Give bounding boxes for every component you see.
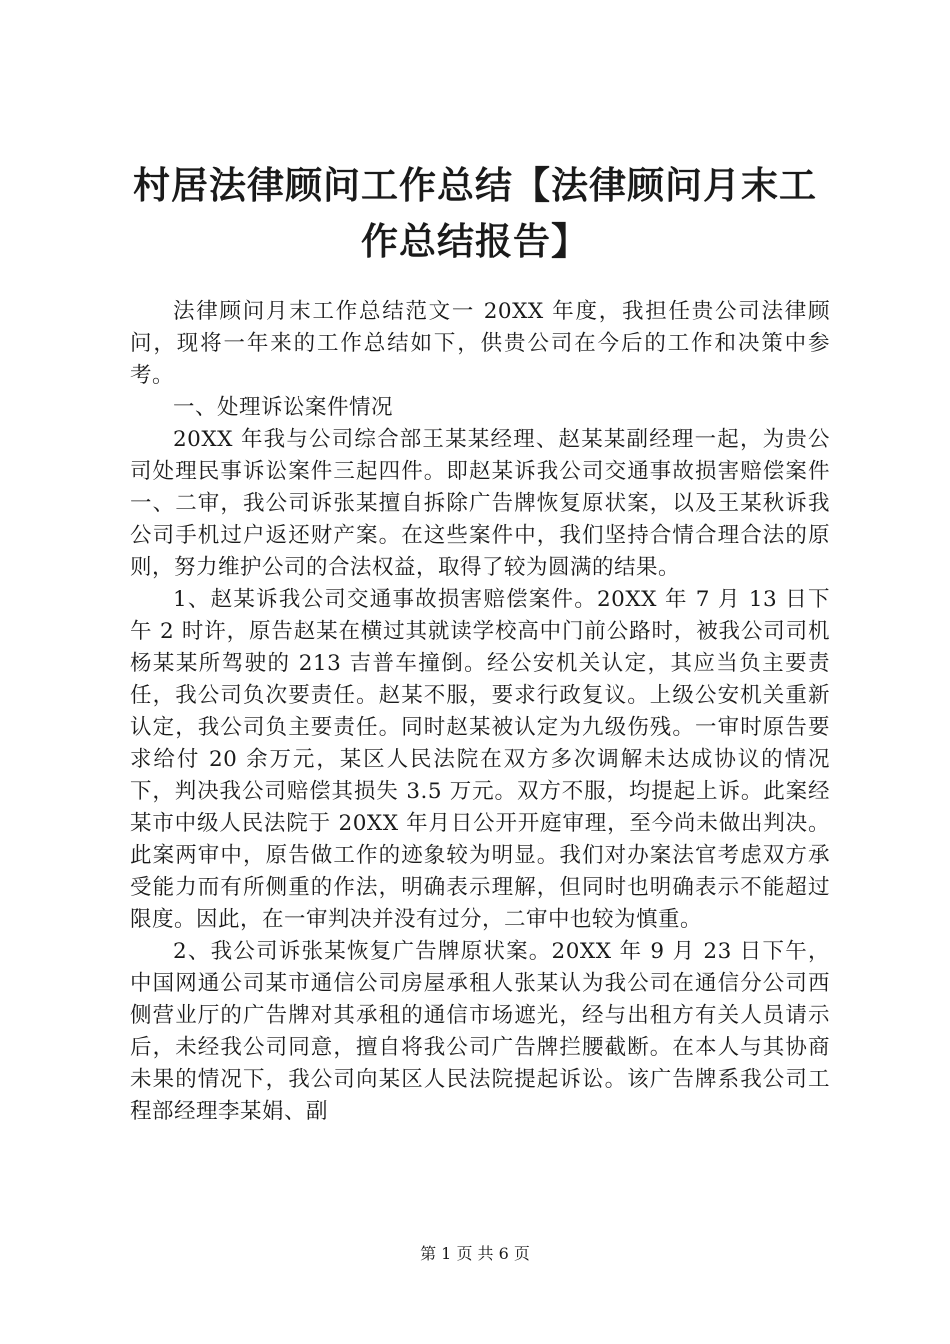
document-title: 村居法律顾问工作总结【法律顾问月末工作总结报告】 — [133, 164, 817, 263]
document-body — [130, 296, 830, 1128]
paragraph-intro: 法律顾问月末工作总结范文一 20XX 年度，我担任贵公司法律顾问，现将一年来的工作总结如下，供贵公司在今后的工作和决策中参考。 — [130, 299, 830, 388]
page-footer: 第 1 页 共 6 页 — [420, 1244, 530, 1263]
paragraph-case-2: 2、我公司诉张某恢复广告牌原状案。20XX 年 9 月 23 日下午，中国网通公司某市通信公司房屋承租人张某认为我公司在通信分公司西侧营业厅的广告牌对其承租的通信市场遮光，经与出租方有关人员请示后，未经我公司同意，擅自将我公司广告牌拦腰截断。在本人与其协商未果的情况下，我公司向某区人民法院提起诉讼。该广告牌系我公司工程部经理李某娟、副 — [130, 939, 830, 1124]
paragraph-case-1: 1、赵某诉我公司交通事故损害赔偿案件。20XX 年 7 月 13 日下午 2 时许，原告赵某在横过其就读学校高中门前公路时，被我公司司机杨某某所驾驶的 213 吉普车撞倒。经公安机关认定，其应当负主要责任，我公司负次要责任。赵某不服，要求行政复议。上级公安机关重新认定，我公司负主要责任。同时赵某被认定为九级伤残。一审时原告要求给付 20 余万元，某区人民法院在双方多次调解未达成协议的情况下，判决我公司赔偿其损失 3.5 万元。双方不服，均提起上诉。此案经某市中级人民法院于 20XX 年月日公开开庭审理，至今尚未做出判决。此案两审中，原告做工作的迹象较为明显。我们对办案法官考虑双方承受能力而有所侧重的作法，明确表示理解，但同时也明确表示不能超过限度。因此，在一审判决并没有过分，二审中也较为慎重。 — [130, 587, 830, 932]
paragraph-litigation-overview: 20XX 年我与公司综合部王某某经理、赵某某副经理一起，为贵公司处理民事诉讼案件三起四件。即赵某诉我公司交通事故损害赔偿案件一、二审，我公司诉张某擅自拆除广告牌恢复原状案，以及王某秋诉我公司手机过户返还财产案。在这些案件中，我们坚持合情合理合法的原则，努力维护公司的合法权益，取得了较为圆满的结果。 — [130, 427, 830, 580]
section-heading-litigation: 一、处理诉讼案件情况 — [173, 395, 394, 420]
